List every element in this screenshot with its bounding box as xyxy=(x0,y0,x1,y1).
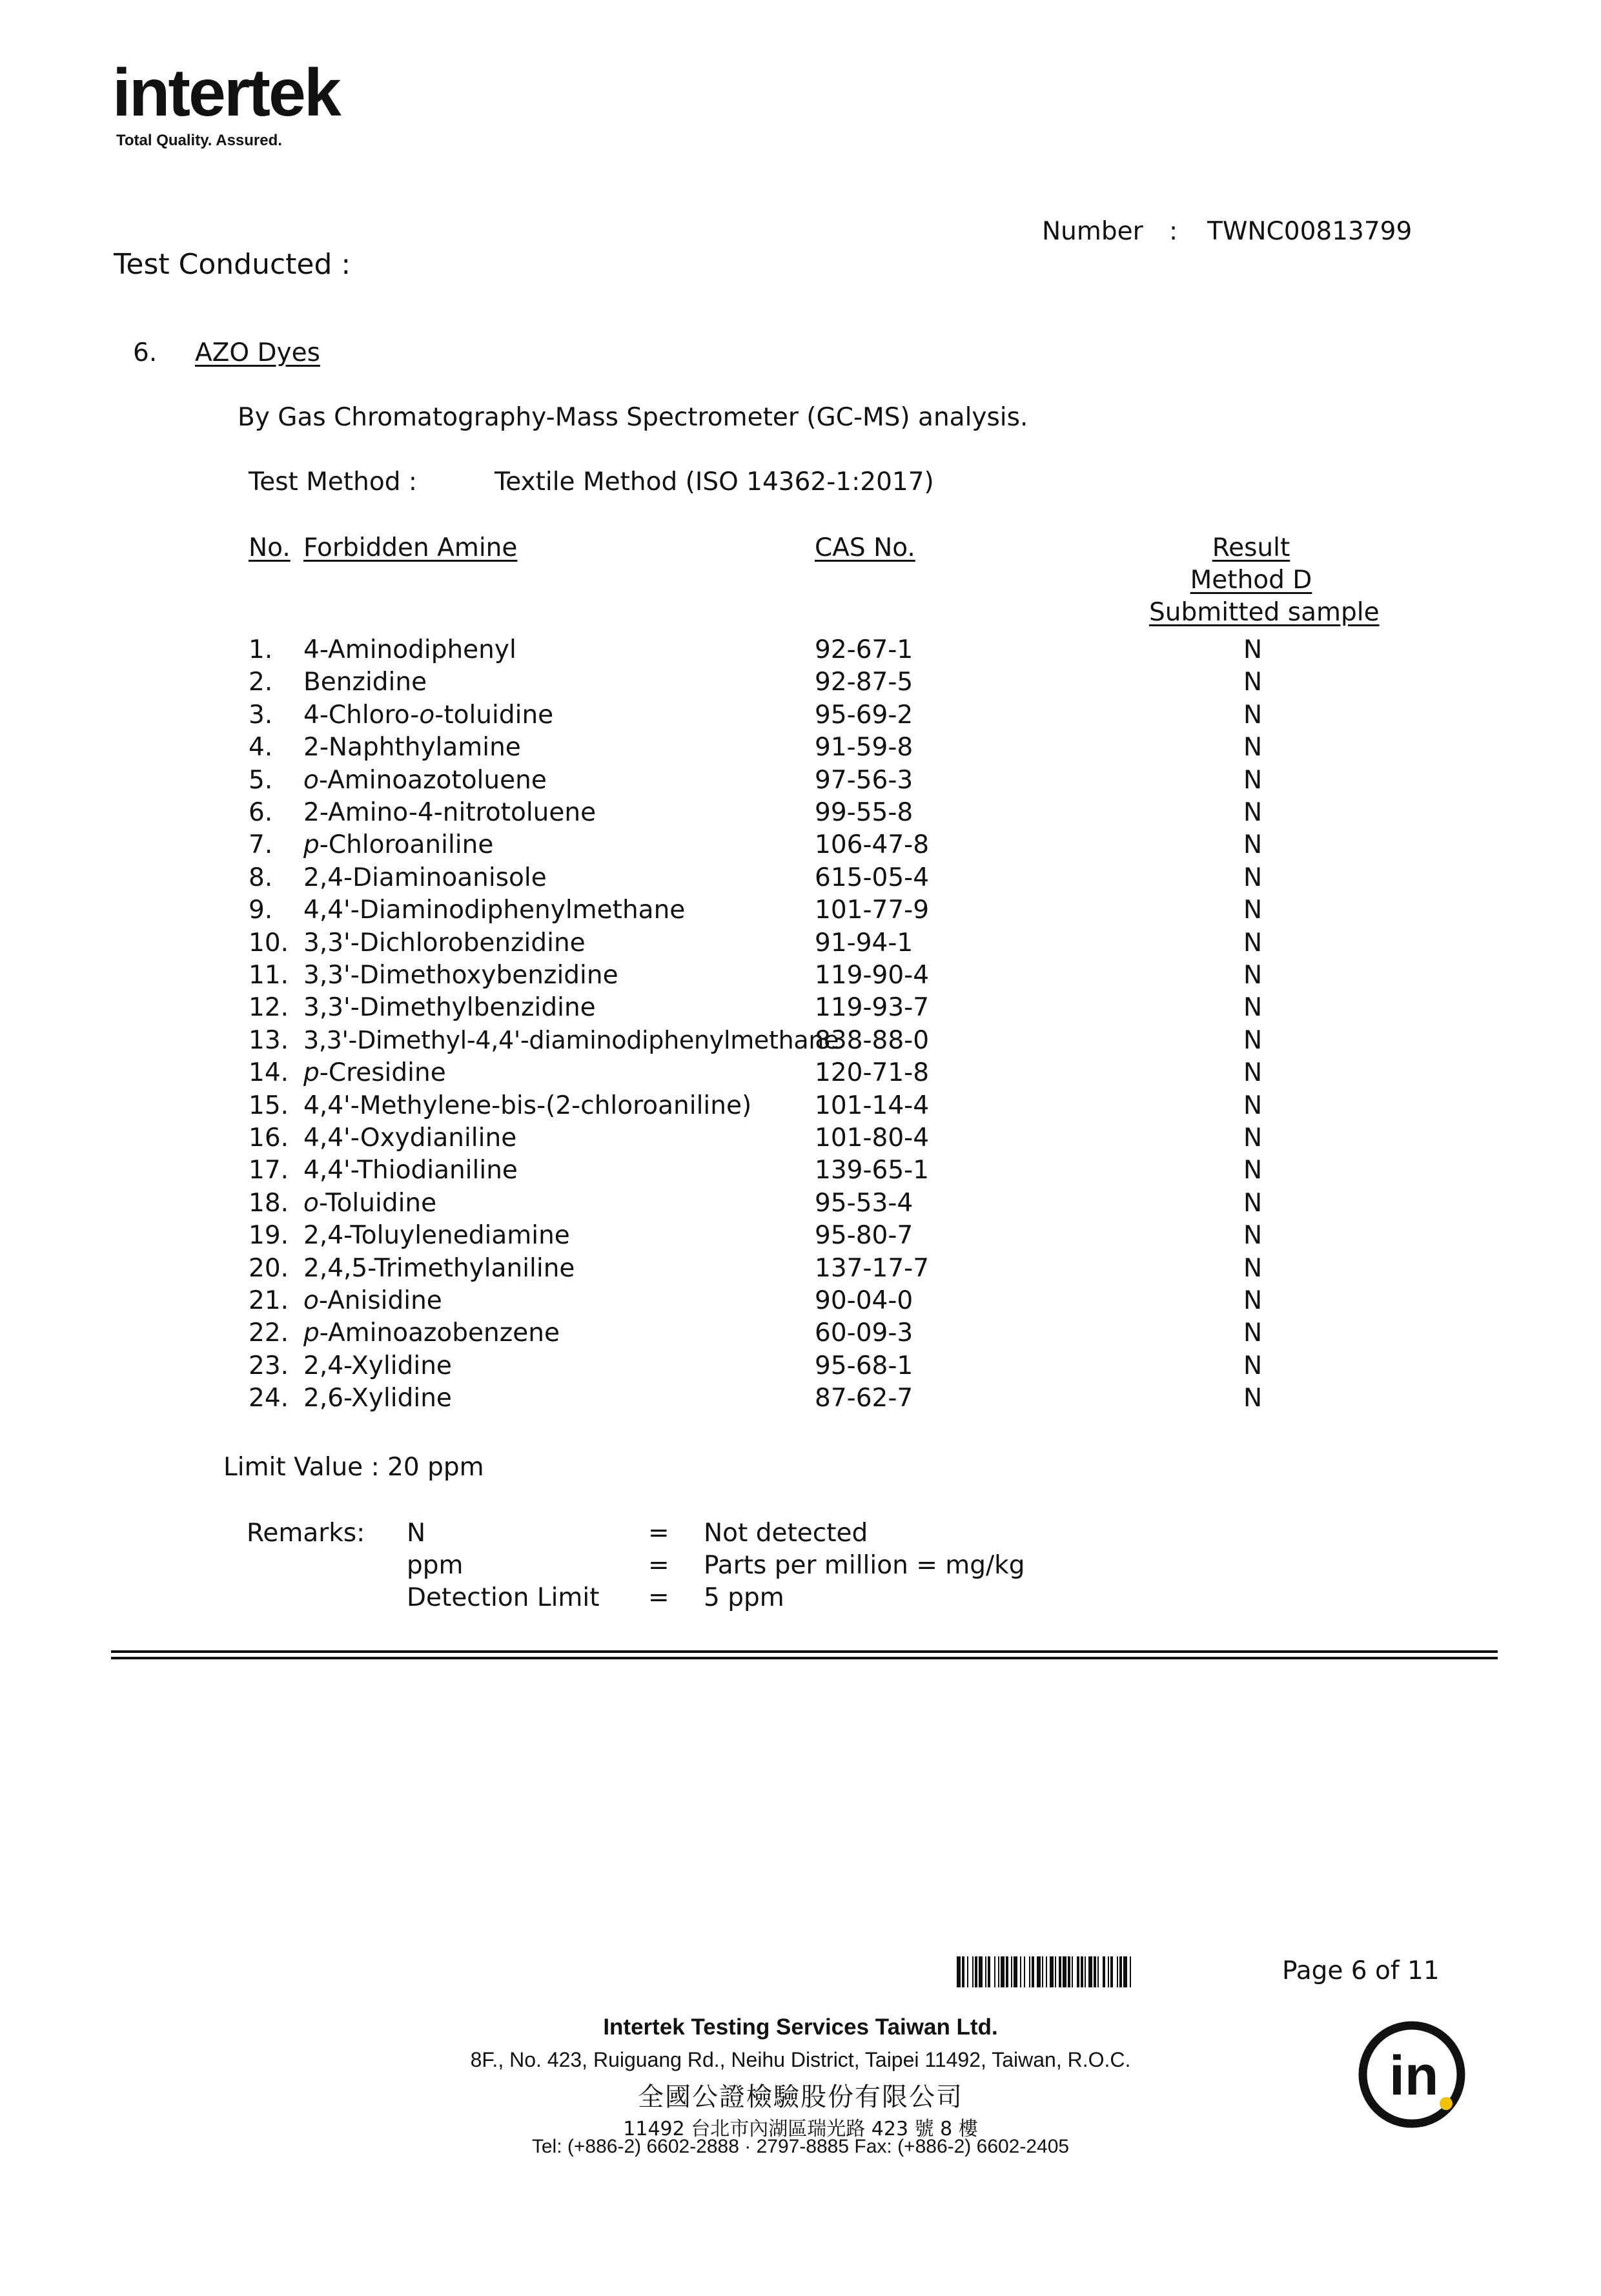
row-result: N xyxy=(1243,700,1263,730)
remark-equals: = xyxy=(648,1551,669,1580)
table-row xyxy=(0,928,1601,961)
row-result: N xyxy=(1243,1188,1263,1218)
row-result: N xyxy=(1243,1123,1263,1153)
row-cas: 92-67-1 xyxy=(815,635,913,664)
remark-term: N xyxy=(407,1519,426,1548)
row-amine: 3,3'-Dimethyl-4,4'-diaminodiphenylmethane xyxy=(303,1025,839,1054)
table-row xyxy=(0,1286,1601,1318)
row-amine: 2,4,5-Trimethylaniline xyxy=(303,1253,575,1283)
row-amine: Benzidine xyxy=(303,668,427,697)
row-amine: 2-Naphthylamine xyxy=(303,733,521,763)
table-row xyxy=(0,1058,1601,1091)
row-result: N xyxy=(1243,1351,1263,1380)
row-amine: p-Chloroaniline xyxy=(303,830,494,860)
table-row xyxy=(0,1091,1601,1123)
row-no: 14. xyxy=(249,1058,289,1088)
col-header-no: No. xyxy=(249,533,291,562)
remark-term: Detection Limit xyxy=(407,1583,600,1612)
row-result: N xyxy=(1243,798,1263,827)
row-cas: 101-77-9 xyxy=(815,896,930,925)
remark-definition: Not detected xyxy=(704,1519,868,1548)
row-no: 16. xyxy=(249,1123,289,1153)
row-amine: 3,3'-Dimethylbenzidine xyxy=(303,993,596,1023)
col-header-cas: CAS No. xyxy=(815,533,915,562)
row-result: N xyxy=(1243,635,1263,664)
row-result: N xyxy=(1243,1286,1263,1315)
row-amine: 2-Amino-4-nitrotoluene xyxy=(303,798,597,827)
table-row xyxy=(0,1351,1601,1384)
row-amine: p-Aminoazobenzene xyxy=(303,1318,560,1348)
row-result: N xyxy=(1243,928,1263,958)
row-result: N xyxy=(1243,863,1263,892)
test-method-label: Test Method : xyxy=(249,467,418,497)
row-result: N xyxy=(1243,993,1263,1023)
row-no: 20. xyxy=(249,1253,289,1283)
table-row xyxy=(0,798,1601,830)
row-no: 18. xyxy=(249,1188,289,1218)
row-cas: 101-14-4 xyxy=(815,1091,930,1120)
row-cas: 91-59-8 xyxy=(815,733,913,763)
row-cas: 95-80-7 xyxy=(815,1221,913,1251)
row-no: 11. xyxy=(249,961,289,990)
row-amine: 4,4'-Methylene-bis-(2-chloroaniline) xyxy=(303,1091,752,1120)
remark-definition: 5 ppm xyxy=(704,1583,784,1612)
remark-definition: Parts per million = mg/kg xyxy=(704,1551,1025,1580)
test-conducted-label: Test Conducted : xyxy=(114,248,351,281)
page-number: Page 6 of 11 xyxy=(1282,1956,1440,1985)
row-amine: o-Aminoazotoluene xyxy=(303,765,547,795)
row-amine: 4-Chloro-o-toluidine xyxy=(303,700,554,730)
row-cas: 120-71-8 xyxy=(815,1058,930,1088)
number-label: Number xyxy=(1042,217,1143,246)
row-amine: 4-Aminodiphenyl xyxy=(303,635,516,664)
table-row xyxy=(0,896,1601,928)
footer-address: 8F., No. 423, Ruiguang Rd., Neihu District, Taipei 11492, Taiwan, R.O.C. xyxy=(470,2048,1131,2071)
table-row xyxy=(0,1123,1601,1156)
row-cas: 92-87-5 xyxy=(815,668,913,697)
report-number: TWNC00813799 xyxy=(1207,217,1412,246)
row-result: N xyxy=(1243,1318,1263,1348)
row-no: 3. xyxy=(249,700,273,730)
table-row xyxy=(0,961,1601,993)
row-result: N xyxy=(1243,896,1263,925)
row-amine: 4,4'-Oxydianiline xyxy=(303,1123,517,1153)
row-no: 17. xyxy=(249,1156,289,1185)
row-cas: 95-53-4 xyxy=(815,1188,913,1218)
row-amine: o-Toluidine xyxy=(303,1188,437,1218)
table-row xyxy=(0,1221,1601,1253)
table-row xyxy=(0,733,1601,765)
row-amine: o-Anisidine xyxy=(303,1286,442,1315)
row-cas: 615-05-4 xyxy=(815,863,930,892)
intertek-mark-icon xyxy=(1356,2018,1468,2131)
row-amine: 2,4-Toluylenediamine xyxy=(303,1221,570,1251)
row-no: 2. xyxy=(249,668,273,697)
row-no: 10. xyxy=(249,928,289,958)
table-row xyxy=(0,1026,1601,1058)
row-cas: 95-68-1 xyxy=(815,1351,913,1380)
row-cas: 87-62-7 xyxy=(815,1384,913,1413)
row-result: N xyxy=(1243,830,1263,860)
row-amine: 4,4'-Thiodianiline xyxy=(303,1156,518,1185)
remark-equals: = xyxy=(648,1519,669,1548)
table-row xyxy=(0,1156,1601,1188)
limit-value: Limit Value : 20 ppm xyxy=(223,1453,484,1482)
col-header-result: Result xyxy=(1212,533,1290,562)
footer-company-zh: 全國公證檢驗股份有限公司 xyxy=(638,2082,963,2112)
col-header-amine: Forbidden Amine xyxy=(303,533,518,562)
table-row xyxy=(0,635,1601,668)
row-cas: 101-80-4 xyxy=(815,1123,930,1153)
table-row xyxy=(0,1384,1601,1416)
row-no: 6. xyxy=(249,798,273,827)
row-no: 24. xyxy=(249,1384,289,1413)
row-no: 23. xyxy=(249,1351,289,1380)
table-row xyxy=(0,863,1601,896)
row-cas: 90-04-0 xyxy=(815,1286,913,1315)
row-no: 13. xyxy=(249,1025,289,1055)
section-index: 6. xyxy=(133,338,158,367)
footer-phone: Tel: (+886-2) 6602-2888 · 2797-8885 Fax: (+886-2) 6602-2405 xyxy=(531,2136,1070,2157)
row-no: 7. xyxy=(249,830,273,860)
row-result: N xyxy=(1243,1091,1263,1120)
row-cas: 119-93-7 xyxy=(815,993,930,1023)
barcode xyxy=(957,1956,1255,1987)
row-result: N xyxy=(1243,1384,1263,1413)
row-amine: 2,6-Xylidine xyxy=(303,1384,452,1413)
analysis-description: By Gas Chromatography-Mass Spectrometer (GC-MS) analysis. xyxy=(238,403,1028,432)
footer-company: Intertek Testing Services Taiwan Ltd. xyxy=(603,2014,998,2040)
row-no: 1. xyxy=(249,635,273,664)
row-no: 22. xyxy=(249,1318,289,1348)
row-result: N xyxy=(1243,961,1263,990)
row-cas: 91-94-1 xyxy=(815,928,913,958)
row-no: 19. xyxy=(249,1221,289,1251)
row-amine: 2,4-Diaminoanisole xyxy=(303,863,547,892)
row-cas: 106-47-8 xyxy=(815,830,930,860)
row-result: N xyxy=(1243,1025,1263,1055)
row-no: 4. xyxy=(249,733,273,763)
row-no: 12. xyxy=(249,993,289,1023)
row-result: N xyxy=(1243,1253,1263,1283)
row-result: N xyxy=(1243,668,1263,697)
row-no: 15. xyxy=(249,1091,289,1120)
divider-rule-top xyxy=(111,1650,1498,1653)
table-row xyxy=(0,668,1601,700)
test-method-value: Textile Method (ISO 14362-1:2017) xyxy=(495,467,934,497)
row-result: N xyxy=(1243,1221,1263,1251)
number-separator: : xyxy=(1169,217,1178,246)
row-amine: 3,3'-Dichlorobenzidine xyxy=(303,928,586,958)
intertek-logo: intertek xyxy=(112,56,340,130)
row-amine: 4,4'-Diaminodiphenylmethane xyxy=(303,896,686,925)
row-amine: 3,3'-Dimethoxybenzidine xyxy=(303,961,618,990)
intertek-mark-text: in xyxy=(1389,2045,1439,2107)
row-no: 9. xyxy=(249,896,273,925)
col-header-sample: Submitted sample xyxy=(1149,598,1380,627)
row-amine: p-Cresidine xyxy=(303,1058,446,1088)
logo-tagline: Total Quality. Assured. xyxy=(116,132,282,149)
row-cas: 139-65-1 xyxy=(815,1156,930,1185)
footer-address-zh: 11492 台北市內湖區瑞光路 423 號 8 樓 xyxy=(623,2118,978,2140)
row-result: N xyxy=(1243,733,1263,763)
row-cas: 99-55-8 xyxy=(815,798,913,827)
row-cas: 838-88-0 xyxy=(815,1025,930,1055)
divider-rule-bottom xyxy=(111,1657,1498,1659)
row-cas: 137-17-7 xyxy=(815,1253,930,1283)
table-row xyxy=(0,1318,1601,1351)
row-cas: 97-56-3 xyxy=(815,765,913,795)
row-result: N xyxy=(1243,1058,1263,1088)
row-no: 5. xyxy=(249,765,273,795)
row-cas: 119-90-4 xyxy=(815,961,930,990)
table-row xyxy=(0,993,1601,1025)
table-row xyxy=(0,830,1601,863)
table-row xyxy=(0,701,1601,733)
remark-equals: = xyxy=(648,1583,669,1612)
table-row xyxy=(0,1189,1601,1221)
row-cas: 60-09-3 xyxy=(815,1318,913,1348)
remark-term: ppm xyxy=(407,1551,464,1580)
row-amine: 2,4-Xylidine xyxy=(303,1351,452,1380)
row-result: N xyxy=(1243,1156,1263,1185)
table-row xyxy=(0,1254,1601,1286)
section-title: AZO Dyes xyxy=(195,338,320,367)
row-no: 8. xyxy=(249,863,273,892)
row-cas: 95-69-2 xyxy=(815,700,913,730)
table-row xyxy=(0,766,1601,798)
row-result: N xyxy=(1243,765,1263,795)
row-no: 21. xyxy=(249,1286,289,1315)
col-header-method: Method D xyxy=(1190,566,1312,595)
remarks-label: Remarks: xyxy=(247,1519,365,1548)
